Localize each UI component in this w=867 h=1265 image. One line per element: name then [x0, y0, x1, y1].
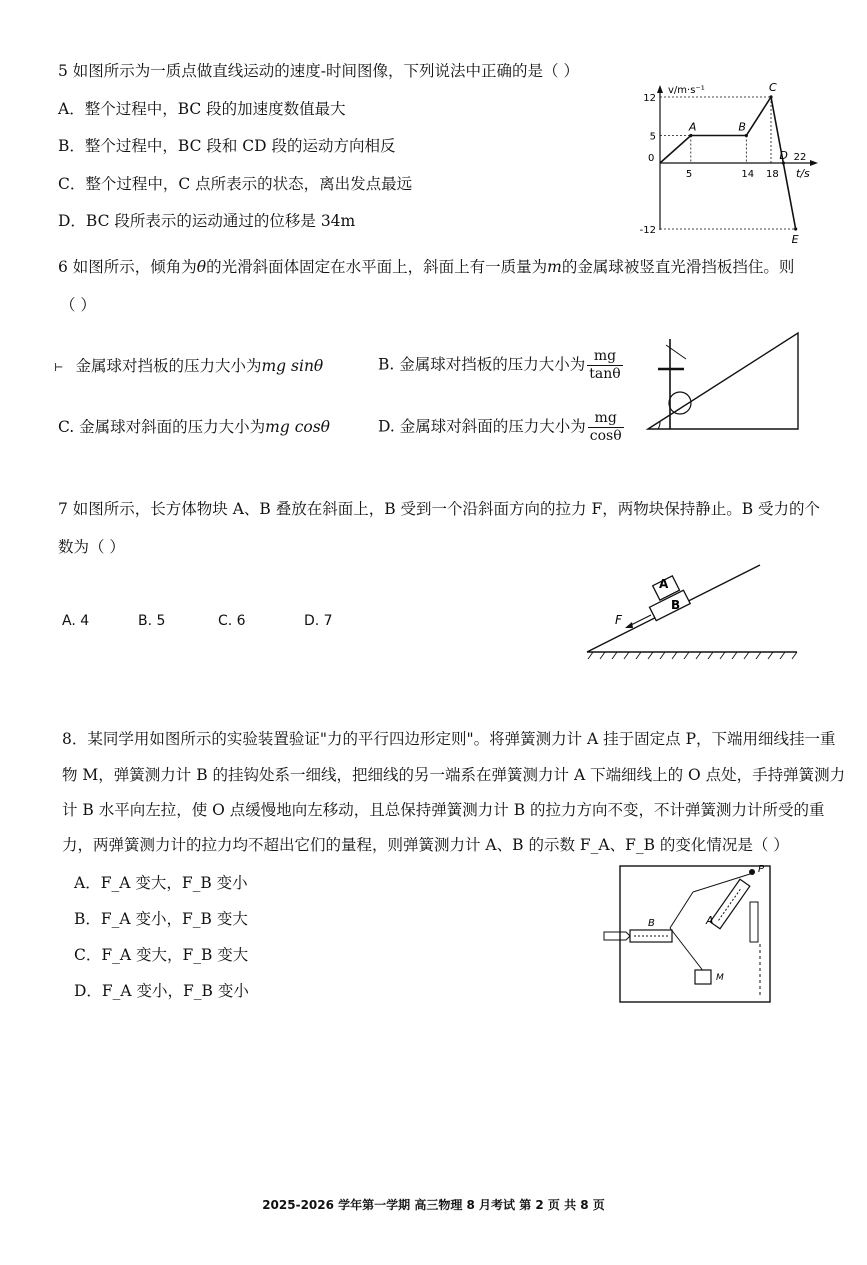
- spring-scale-a: [710, 879, 750, 928]
- q8-line2: 物 M，弹簧测力计 B 的挂钩处系一细线，把细线的另一端系在弹簧测力计 A 下端细线上的 O 点处，手持弹簧测力: [62, 766, 846, 784]
- q5-option-a: A．整个过程中，BC 段的加速度数值最大: [58, 100, 346, 118]
- data-point-c: [769, 95, 772, 98]
- q6-option-d: [378, 410, 626, 445]
- point-label-b: B: [738, 120, 746, 134]
- q6-option-b-fraction: [587, 348, 622, 383]
- block-a-label: A: [659, 577, 669, 591]
- q7-line1: 7 如图所示，长方体物块 A、B 叠放在斜面上，B 受到一个沿斜面方向的拉力 F，两物块保持静止。B 受力的个: [58, 500, 821, 518]
- y-axis-arrow: [657, 85, 663, 93]
- q7-option-a: A. 4: [62, 613, 90, 629]
- data-point-e: [794, 227, 797, 230]
- q7-line2: 数为（ ）: [58, 538, 125, 556]
- q8-line4: 力，两弹簧测力计的拉力均不超出它们的量程，则弹簧测力计 A、B 的示数 F_A、F_B 的变化情况是（ ）: [62, 836, 789, 854]
- data-point-b: [745, 134, 748, 137]
- weight-m-label: M: [716, 973, 724, 983]
- q6-option-b-num: mg: [587, 348, 622, 366]
- q7-option-d: D. 7: [304, 613, 333, 629]
- q6-option-c-formula: mg cosθ: [265, 418, 331, 436]
- block-b-label: B: [671, 598, 681, 612]
- q5-option-c: C．整个过程中，C 点所表示的状态，离出发点最远: [58, 175, 413, 193]
- ground-hatching: [588, 652, 797, 659]
- q5-option-d: D．BC 段所表示的运动通过的位移是 34m: [58, 212, 356, 230]
- q6-option-d-den: cosθ: [589, 427, 622, 444]
- q6-option-c-text: C. 金属球对斜面的压力大小为: [58, 418, 266, 436]
- string-to-weight: [670, 928, 704, 972]
- q8-apparatus-figure: [600, 862, 780, 1007]
- vt-chart: [639, 81, 820, 246]
- q6-stem-b: 的光滑斜面体固定在水平面上，斜面上有一质量为: [206, 258, 548, 276]
- scale-a-label: A: [706, 914, 714, 927]
- page-footer: 2025-2026 学年第一学期 高三物理 8 月考试 第 2 页 共 8 页: [262, 1198, 605, 1212]
- q6-option-a-text: 金属球对挡板的压力大小为: [75, 357, 262, 375]
- q6-stem-m: m: [547, 258, 562, 276]
- q7-blocks-figure: [585, 562, 800, 662]
- q6-stem: [58, 258, 794, 277]
- q8-option-a: A．F_A 变大，F_B 变小: [74, 874, 248, 892]
- point-label-a: A: [688, 120, 697, 134]
- q6-option-b: [378, 348, 625, 383]
- fixed-point-p: [749, 869, 755, 875]
- q6-paren: （ ）: [60, 296, 96, 314]
- q6-option-a-marker: ⊢: [54, 361, 64, 374]
- point-p-label: P: [758, 864, 765, 875]
- y-tick-label-5: 5: [649, 131, 656, 143]
- point-label-c: C: [769, 81, 777, 94]
- y-axis-label: v/m·s⁻¹: [668, 85, 705, 96]
- x-tick-label-18: 18: [766, 169, 779, 180]
- q5-option-b: B．整个过程中，BC 段和 CD 段的运动方向相反: [58, 137, 396, 155]
- force-f-label: F: [615, 613, 622, 627]
- weight-m: [695, 970, 711, 984]
- q8-option-c: C．F_A 变大，F_B 变大: [74, 946, 249, 964]
- q8-option-d: D．F_A 变小，F_B 变小: [74, 982, 249, 1000]
- q8-line1: 8．某同学用如图所示的实验装置验证"力的平行四边形定则"。将弹簧测力计 A 挂于固定点 P，下端用细线挂一重: [62, 730, 836, 748]
- q6-option-d-fraction: [588, 410, 624, 445]
- q6-option-a: [54, 357, 323, 376]
- q8-option-b: B．F_A 变小，F_B 变大: [74, 910, 248, 928]
- point-label-e: E: [791, 233, 799, 246]
- q6-option-a-formula: mg sinθ: [261, 357, 324, 375]
- q6-incline-figure: [640, 325, 810, 435]
- pen-scribble-2: [666, 345, 686, 359]
- y-tick-label-12: 12: [643, 93, 656, 104]
- q6-stem-theta: θ: [196, 258, 207, 276]
- q6-option-d-num: mg: [588, 410, 624, 428]
- string-to-a: [670, 892, 693, 928]
- data-point-a: [689, 134, 692, 137]
- x-tick-label-5: 5: [685, 169, 693, 180]
- spare-scale: [750, 902, 758, 942]
- x-tick-label-0: 0: [648, 153, 655, 164]
- q5-stem: 5 如图所示为一质点做直线运动的速度-时间图像，下列说法中正确的是（ ）: [58, 62, 579, 80]
- force-f-arrowhead: [625, 622, 633, 628]
- scale-b-label: B: [648, 918, 655, 929]
- y-tick-label--12: -12: [639, 225, 656, 236]
- point-label-d: D: [779, 149, 788, 162]
- q6-option-c: [58, 418, 330, 437]
- x-axis-arrow: [810, 160, 818, 166]
- x-tick-label-14: 14: [741, 169, 755, 180]
- q6-option-b-text: B. 金属球对挡板的压力大小为: [378, 355, 586, 374]
- q7-option-b: B. 5: [138, 613, 166, 629]
- q6-stem-c: 的金属球被竖直光滑挡板挡住。则: [561, 258, 795, 276]
- q6-option-d-text: D. 金属球对斜面的压力大小为: [378, 417, 586, 436]
- q7-option-c: C. 6: [218, 613, 246, 629]
- x-axis-label: t/s: [796, 167, 810, 180]
- q6-option-b-den: tanθ: [589, 365, 621, 382]
- q6-stem-a: 6 如图所示，倾角为: [58, 258, 197, 276]
- hand-icon: [604, 932, 630, 940]
- x-tick-label-22: 22: [793, 152, 807, 163]
- q8-line3: 计 B 水平向左拉，使 O 点缓慢地向左移动，且总保持弹簧测力计 B 的拉力方向不变，不计弹簧测力计所受的重: [62, 801, 825, 819]
